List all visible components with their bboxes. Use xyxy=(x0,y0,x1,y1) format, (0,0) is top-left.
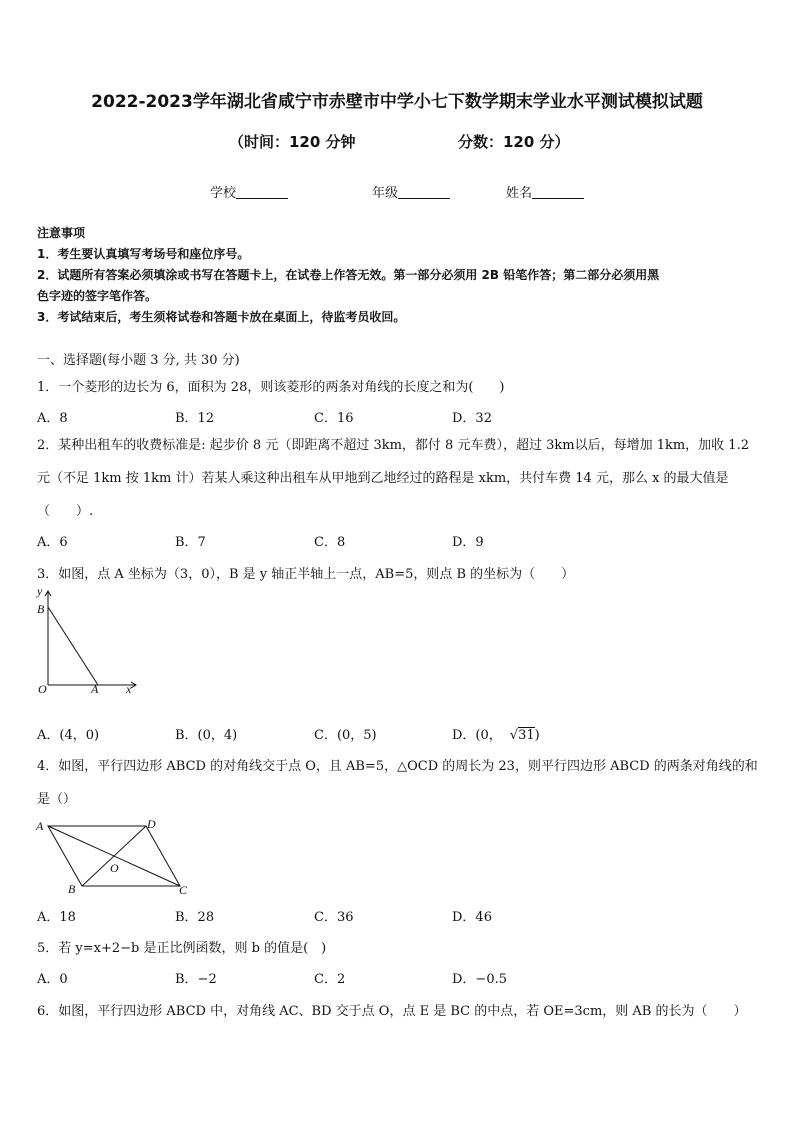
point-b-label: B xyxy=(68,882,76,896)
q2-option-c[interactable]: C．8 xyxy=(314,535,346,550)
q3-option-a[interactable]: A．(4，0) xyxy=(37,728,100,743)
q3-option-b[interactable]: B．(0，4) xyxy=(175,728,238,743)
q4-option-b[interactable]: B．28 xyxy=(175,910,215,925)
diagonal-bd xyxy=(82,826,146,886)
notice-item: 1．考生要认真填写考场号和座位序号。 xyxy=(37,247,250,261)
q4-option-c[interactable]: C．36 xyxy=(314,910,354,925)
name-field xyxy=(506,182,584,201)
name-blank[interactable] xyxy=(532,185,584,199)
q4-option-a[interactable]: A．18 xyxy=(37,910,76,925)
point-o-label: O xyxy=(110,861,119,875)
q3-option-d-close: ) xyxy=(534,728,540,743)
segment-ab xyxy=(48,607,98,685)
school-label: 学校 xyxy=(210,186,237,201)
exam-title: 2022-2023学年湖北省咸宁市赤壁市中学小七下数学期末学业水平测试模拟试题 xyxy=(91,92,703,112)
q4-option-d[interactable]: D．46 xyxy=(452,910,492,925)
point-a-label: A xyxy=(91,682,99,696)
point-c-label: C xyxy=(179,883,188,896)
y-axis-label: y xyxy=(37,585,43,598)
point-d-label: D xyxy=(147,817,156,831)
point-a-label: A xyxy=(36,819,44,833)
question-6-stem: 6．如图，平行四边形 ABCD 中，对角线 AC、BD 交于点 O，点 E 是 BC 的中点，若 OE=3cm，则 AB 的长为（ ） xyxy=(37,1004,747,1019)
school-blank[interactable] xyxy=(236,185,288,199)
q1-option-c[interactable]: C．16 xyxy=(314,411,354,426)
q3-coordinate-figure xyxy=(34,585,144,700)
name-label: 姓名 xyxy=(506,186,533,201)
q1-option-a[interactable]: A．8 xyxy=(37,411,68,426)
question-5-stem: 5．若 y=x+2−b 是正比例函数，则 b 的值是( ) xyxy=(37,941,327,956)
q2-option-a[interactable]: A．6 xyxy=(37,535,68,550)
q5-option-d[interactable]: D．−0.5 xyxy=(452,972,507,987)
origin-label: O xyxy=(38,682,47,696)
question-2-stem: 2．某种出租车的收费标准是: 起步价 8 元（即距离不超过 3km，都付 8 元车费），超过 3km以后，每增加 1km，加收 1.2 元（不足 1km 按 1km 计）若某人乘这种出租车从甲地到乙地经过的路程是 xkm，共付车费 14 元，那么 x 的最大值是（ ）. xyxy=(37,438,749,519)
q1-option-d[interactable]: D．32 xyxy=(452,411,492,426)
q2-option-b[interactable]: B．7 xyxy=(175,535,206,550)
school-field xyxy=(210,182,288,201)
q3-option-d-prefix: D．(0， xyxy=(452,728,502,743)
q3-option-d-radicand: 31 xyxy=(518,728,535,743)
q3-option-c[interactable]: C．(0，5) xyxy=(314,728,377,743)
q5-option-a[interactable]: A．0 xyxy=(37,972,68,987)
exam-score: 分数：120 分） xyxy=(458,133,570,151)
q4-parallelogram-figure xyxy=(34,814,194,896)
q1-option-b[interactable]: B．12 xyxy=(175,411,215,426)
q3-option-d[interactable] xyxy=(452,724,540,743)
grade-blank[interactable] xyxy=(398,185,450,199)
notice-item: 2．试题所有答案必须填涂或书写在答题卡上，在试卷上作答无效。第一部分必须用 2B 铅笔作答；第二部分必须用黑 xyxy=(37,268,660,282)
x-axis-label: x xyxy=(126,682,132,696)
point-b-label: B xyxy=(37,602,45,616)
notice-heading: 注意事项 xyxy=(37,226,86,240)
notice-item: 色字迹的签字笔作答。 xyxy=(37,289,158,303)
sqrt-icon: √ xyxy=(509,728,519,743)
q2-option-d[interactable]: D．9 xyxy=(452,535,484,550)
question-4-stem: 4．如图，平行四边形 ABCD 的对角线交于点 O，且 AB=5，△OCD 的周长为 23，则平行四边形 ABCD 的两条对角线的和是（） xyxy=(37,759,758,807)
q5-option-c[interactable]: C．2 xyxy=(314,972,346,987)
question-3-stem: 3．如图，点 A 坐标为（3，0），B 是 y 轴正半轴上一点，AB=5，则点 B 的坐标为（ ） xyxy=(37,567,575,582)
exam-time: （时间：120 分钟 xyxy=(229,133,356,151)
q5-option-b[interactable]: B．−2 xyxy=(175,972,217,987)
grade-label: 年级 xyxy=(372,186,399,201)
notice-item: 3．考试结束后，考生须将试卷和答题卡放在桌面上，待监考员收回。 xyxy=(37,310,406,324)
section-heading: 一、选择题(每小题 3 分, 共 30 分) xyxy=(37,353,240,368)
question-1-stem: 1．一个菱形的边长为 6，面积为 28，则该菱形的两条对角线的长度之和为( ) xyxy=(37,380,505,395)
grade-field xyxy=(372,182,450,201)
